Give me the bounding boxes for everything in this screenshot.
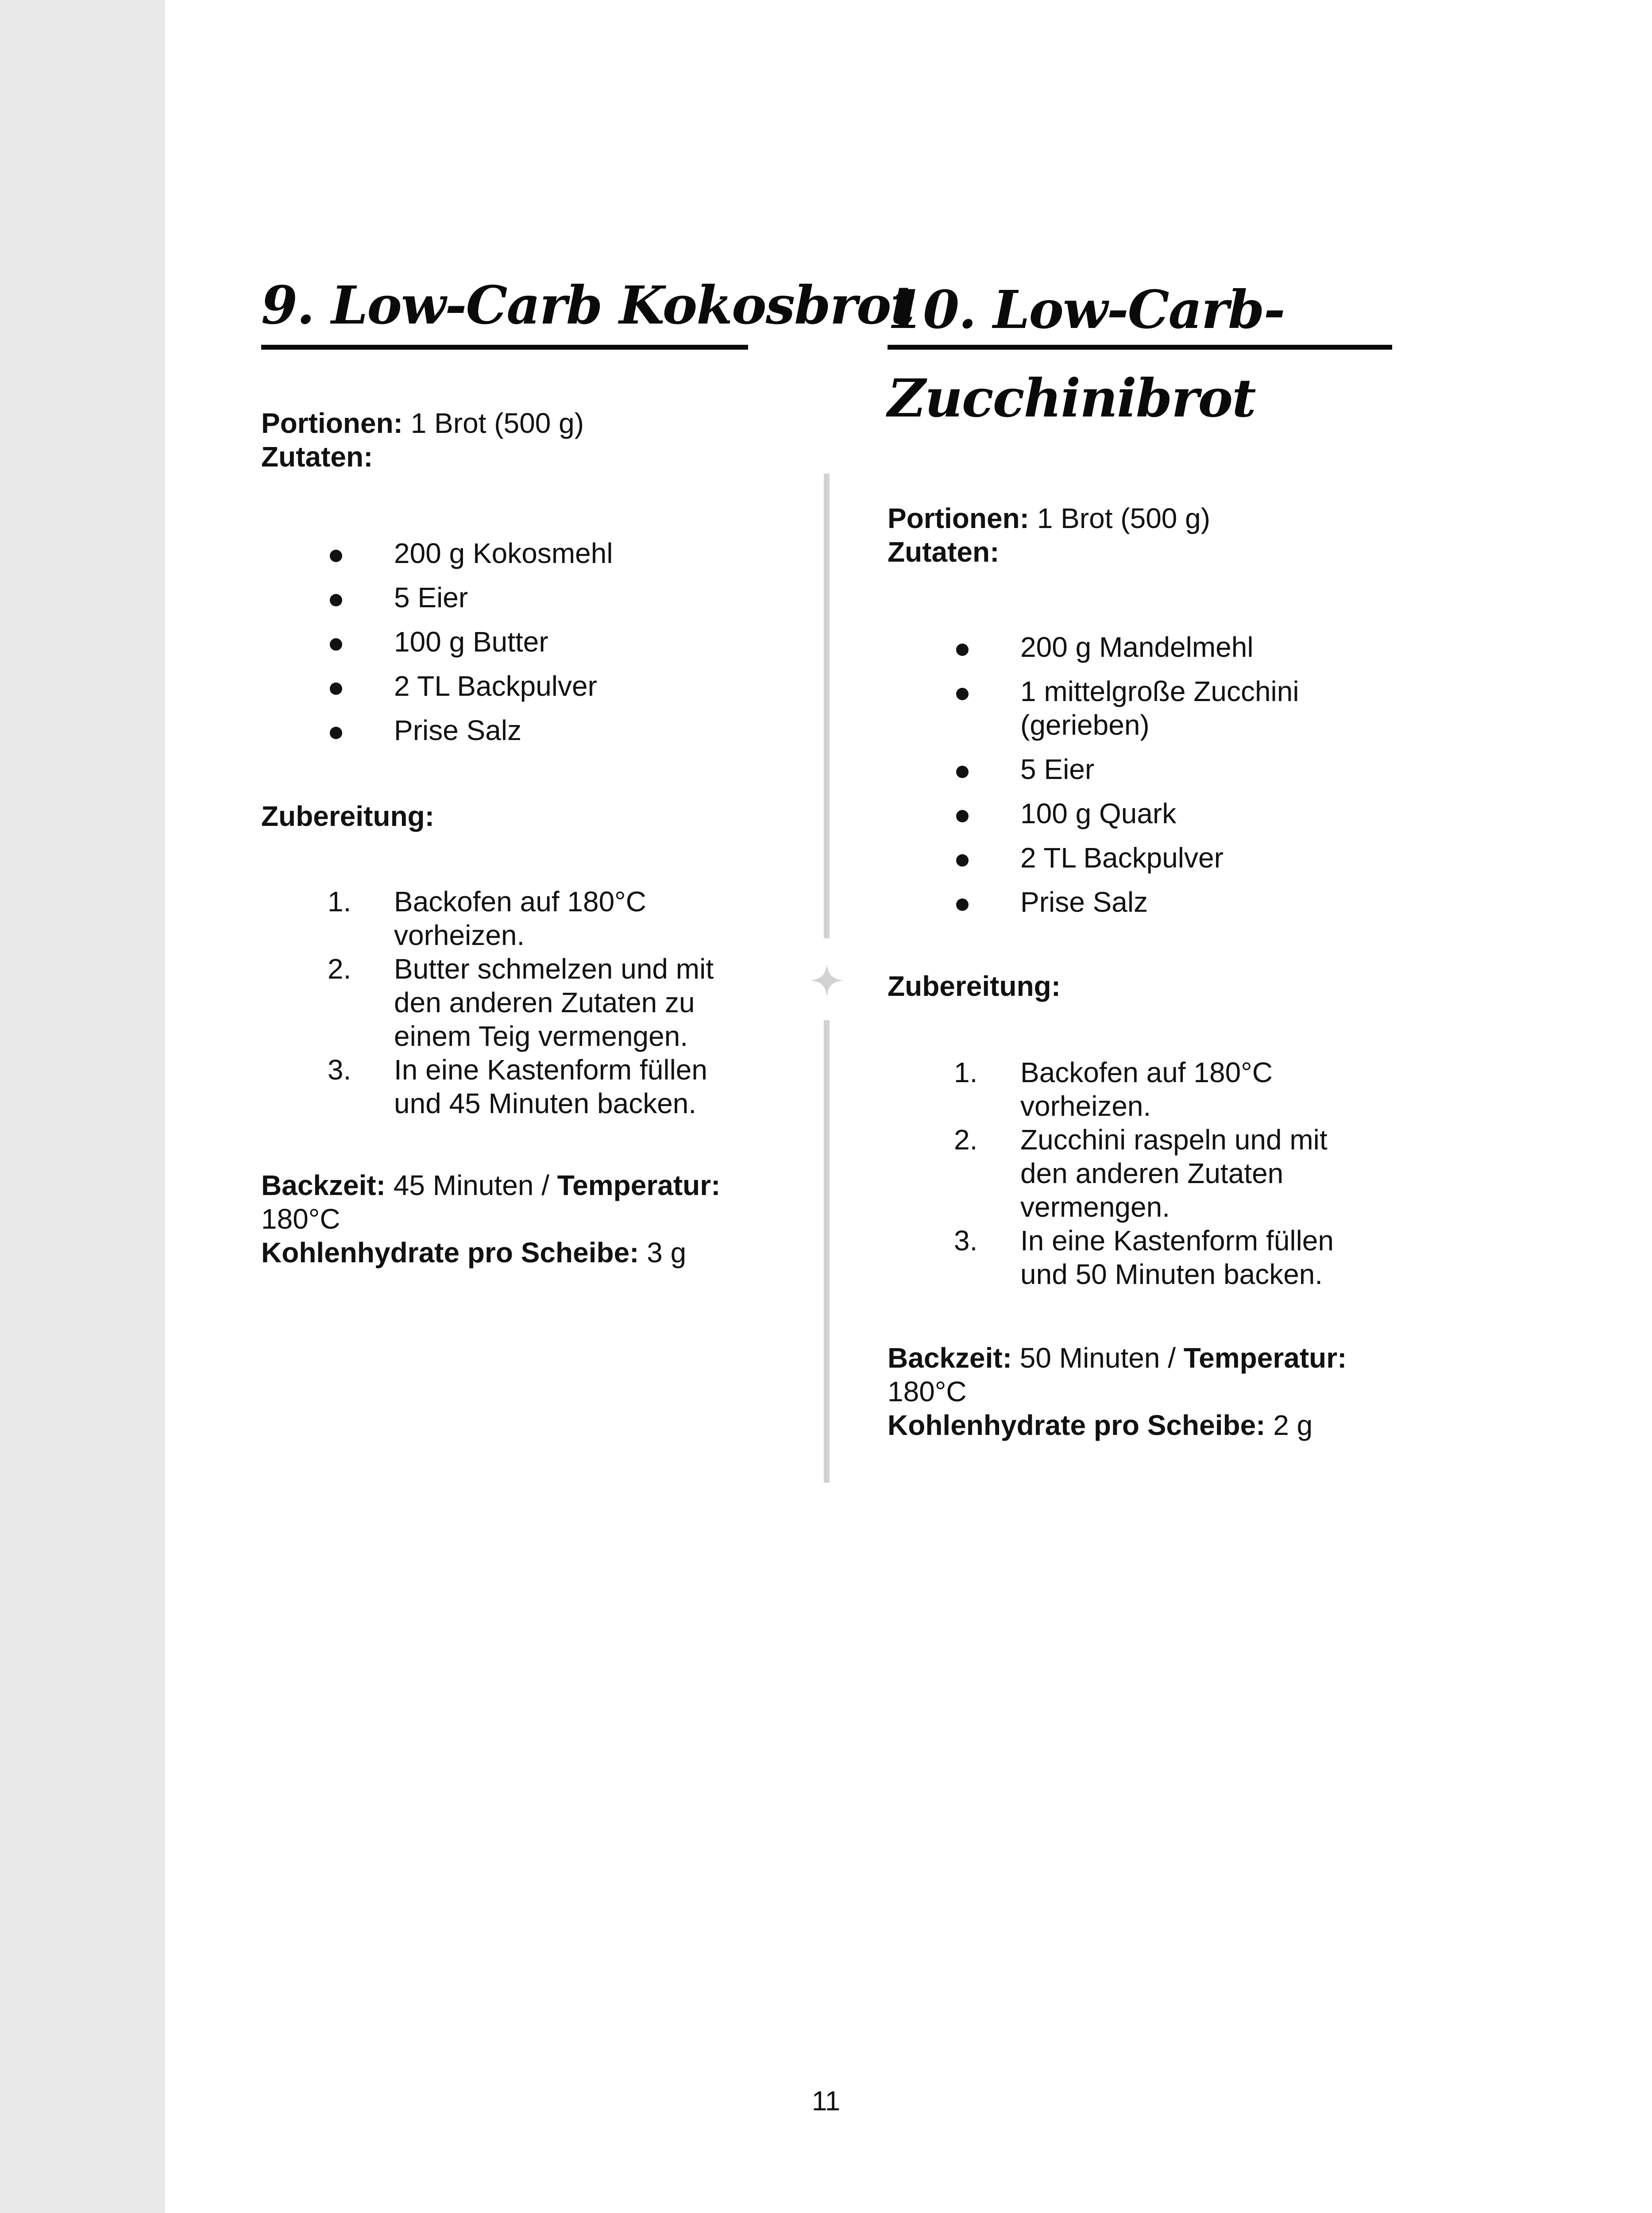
portions-line — [888, 501, 1210, 535]
step-item: 3. In eine Kastenform füllen und 50 Minuten backen. — [954, 1225, 1334, 1290]
list-item: 200 g Kokosmehl — [261, 536, 748, 570]
list-item: 5 Eier — [261, 581, 748, 614]
column-divider-top — [824, 474, 830, 938]
step-item: 1. Backofen auf 180°C vorheizen. — [954, 1056, 1273, 1122]
list-item: 100 g Quark — [888, 797, 1352, 830]
step-item: 1. Backofen auf 180°C vorheizen. — [328, 886, 646, 951]
list-item: 5 Eier — [888, 752, 1352, 786]
title-underline — [888, 345, 1392, 350]
preparation-steps — [261, 885, 748, 1120]
four-point-star-icon — [809, 963, 845, 998]
portions-value: 1 Brot (500 g) — [402, 407, 584, 439]
list-item: 2 TL Backpulver — [261, 669, 748, 703]
portions-line — [261, 406, 584, 440]
page-number: 11 — [811, 2086, 841, 2117]
recipe-title: 10. Low-Carb- — [888, 279, 1285, 340]
bullet-icon — [956, 898, 969, 911]
bake-line: Backzeit: 50 Minuten / Temperatur: — [888, 1342, 1347, 1374]
recipe-footer-info — [888, 1341, 1374, 1442]
bullet-icon — [956, 810, 969, 822]
preparation-label: Zubereitung: — [888, 970, 1061, 1002]
bake-line: Backzeit: 45 Minuten / Temperatur: — [261, 1169, 721, 1201]
recipe-footer-info — [261, 1168, 748, 1269]
ingredients-label: Zutaten: — [261, 441, 373, 473]
list-item: 100 g Butter — [261, 625, 748, 659]
column-divider-bottom — [824, 1020, 830, 1483]
ingredients-label: Zutaten: — [888, 536, 1000, 568]
recipe-title-continued: Zucchinibrot — [888, 367, 1255, 429]
ingredients-list — [888, 630, 1352, 919]
step-item: 2. Butter schmelzen und mit den anderen Zutaten zu einem Teig vermengen. — [328, 953, 714, 1052]
list-item: 200 g Mandelmehl — [888, 630, 1352, 664]
recipe-meta — [888, 501, 1210, 569]
bullet-icon — [330, 550, 342, 562]
page-margin-band — [0, 0, 165, 2213]
bullet-icon — [330, 727, 342, 739]
preparation-steps — [888, 1056, 1357, 1291]
bullet-icon — [330, 594, 342, 606]
ingredients-list — [261, 536, 748, 747]
recipe-title: 9. Low-Carb Kokosbrot — [261, 274, 914, 336]
bullet-icon — [956, 854, 969, 867]
bullet-icon — [956, 688, 969, 700]
preparation-label: Zubereitung: — [261, 800, 435, 832]
temperature-value: 180°C — [888, 1376, 967, 1407]
recipe-meta — [261, 406, 584, 474]
list-item: Prise Salz — [888, 885, 1352, 919]
carbs-line: Kohlenhydrate pro Scheibe: 3 g — [261, 1237, 687, 1268]
step-item: 3. In eine Kastenform füllen und 45 Minuten backen. — [328, 1054, 707, 1119]
carbs-line: Kohlenhydrate pro Scheibe: 2 g — [888, 1409, 1313, 1441]
step-item: 2. Zucchini raspeln und mit den anderen Zutaten vermengen. — [954, 1124, 1328, 1223]
bullet-icon — [956, 644, 969, 656]
bullet-icon — [330, 638, 342, 651]
temperature-value: 180°C — [261, 1203, 340, 1235]
title-underline — [261, 345, 748, 350]
portions-label: Portionen: — [261, 407, 403, 439]
list-item: 2 TL Backpulver — [888, 841, 1352, 875]
portions-value: 1 Brot (500 g) — [1029, 502, 1211, 534]
list-item: 1 mittelgroße Zucchini (gerieben) — [888, 675, 1352, 742]
list-item: Prise Salz — [261, 713, 748, 747]
portions-label: Portionen: — [888, 502, 1029, 534]
bullet-icon — [330, 682, 342, 695]
bullet-icon — [956, 766, 969, 778]
